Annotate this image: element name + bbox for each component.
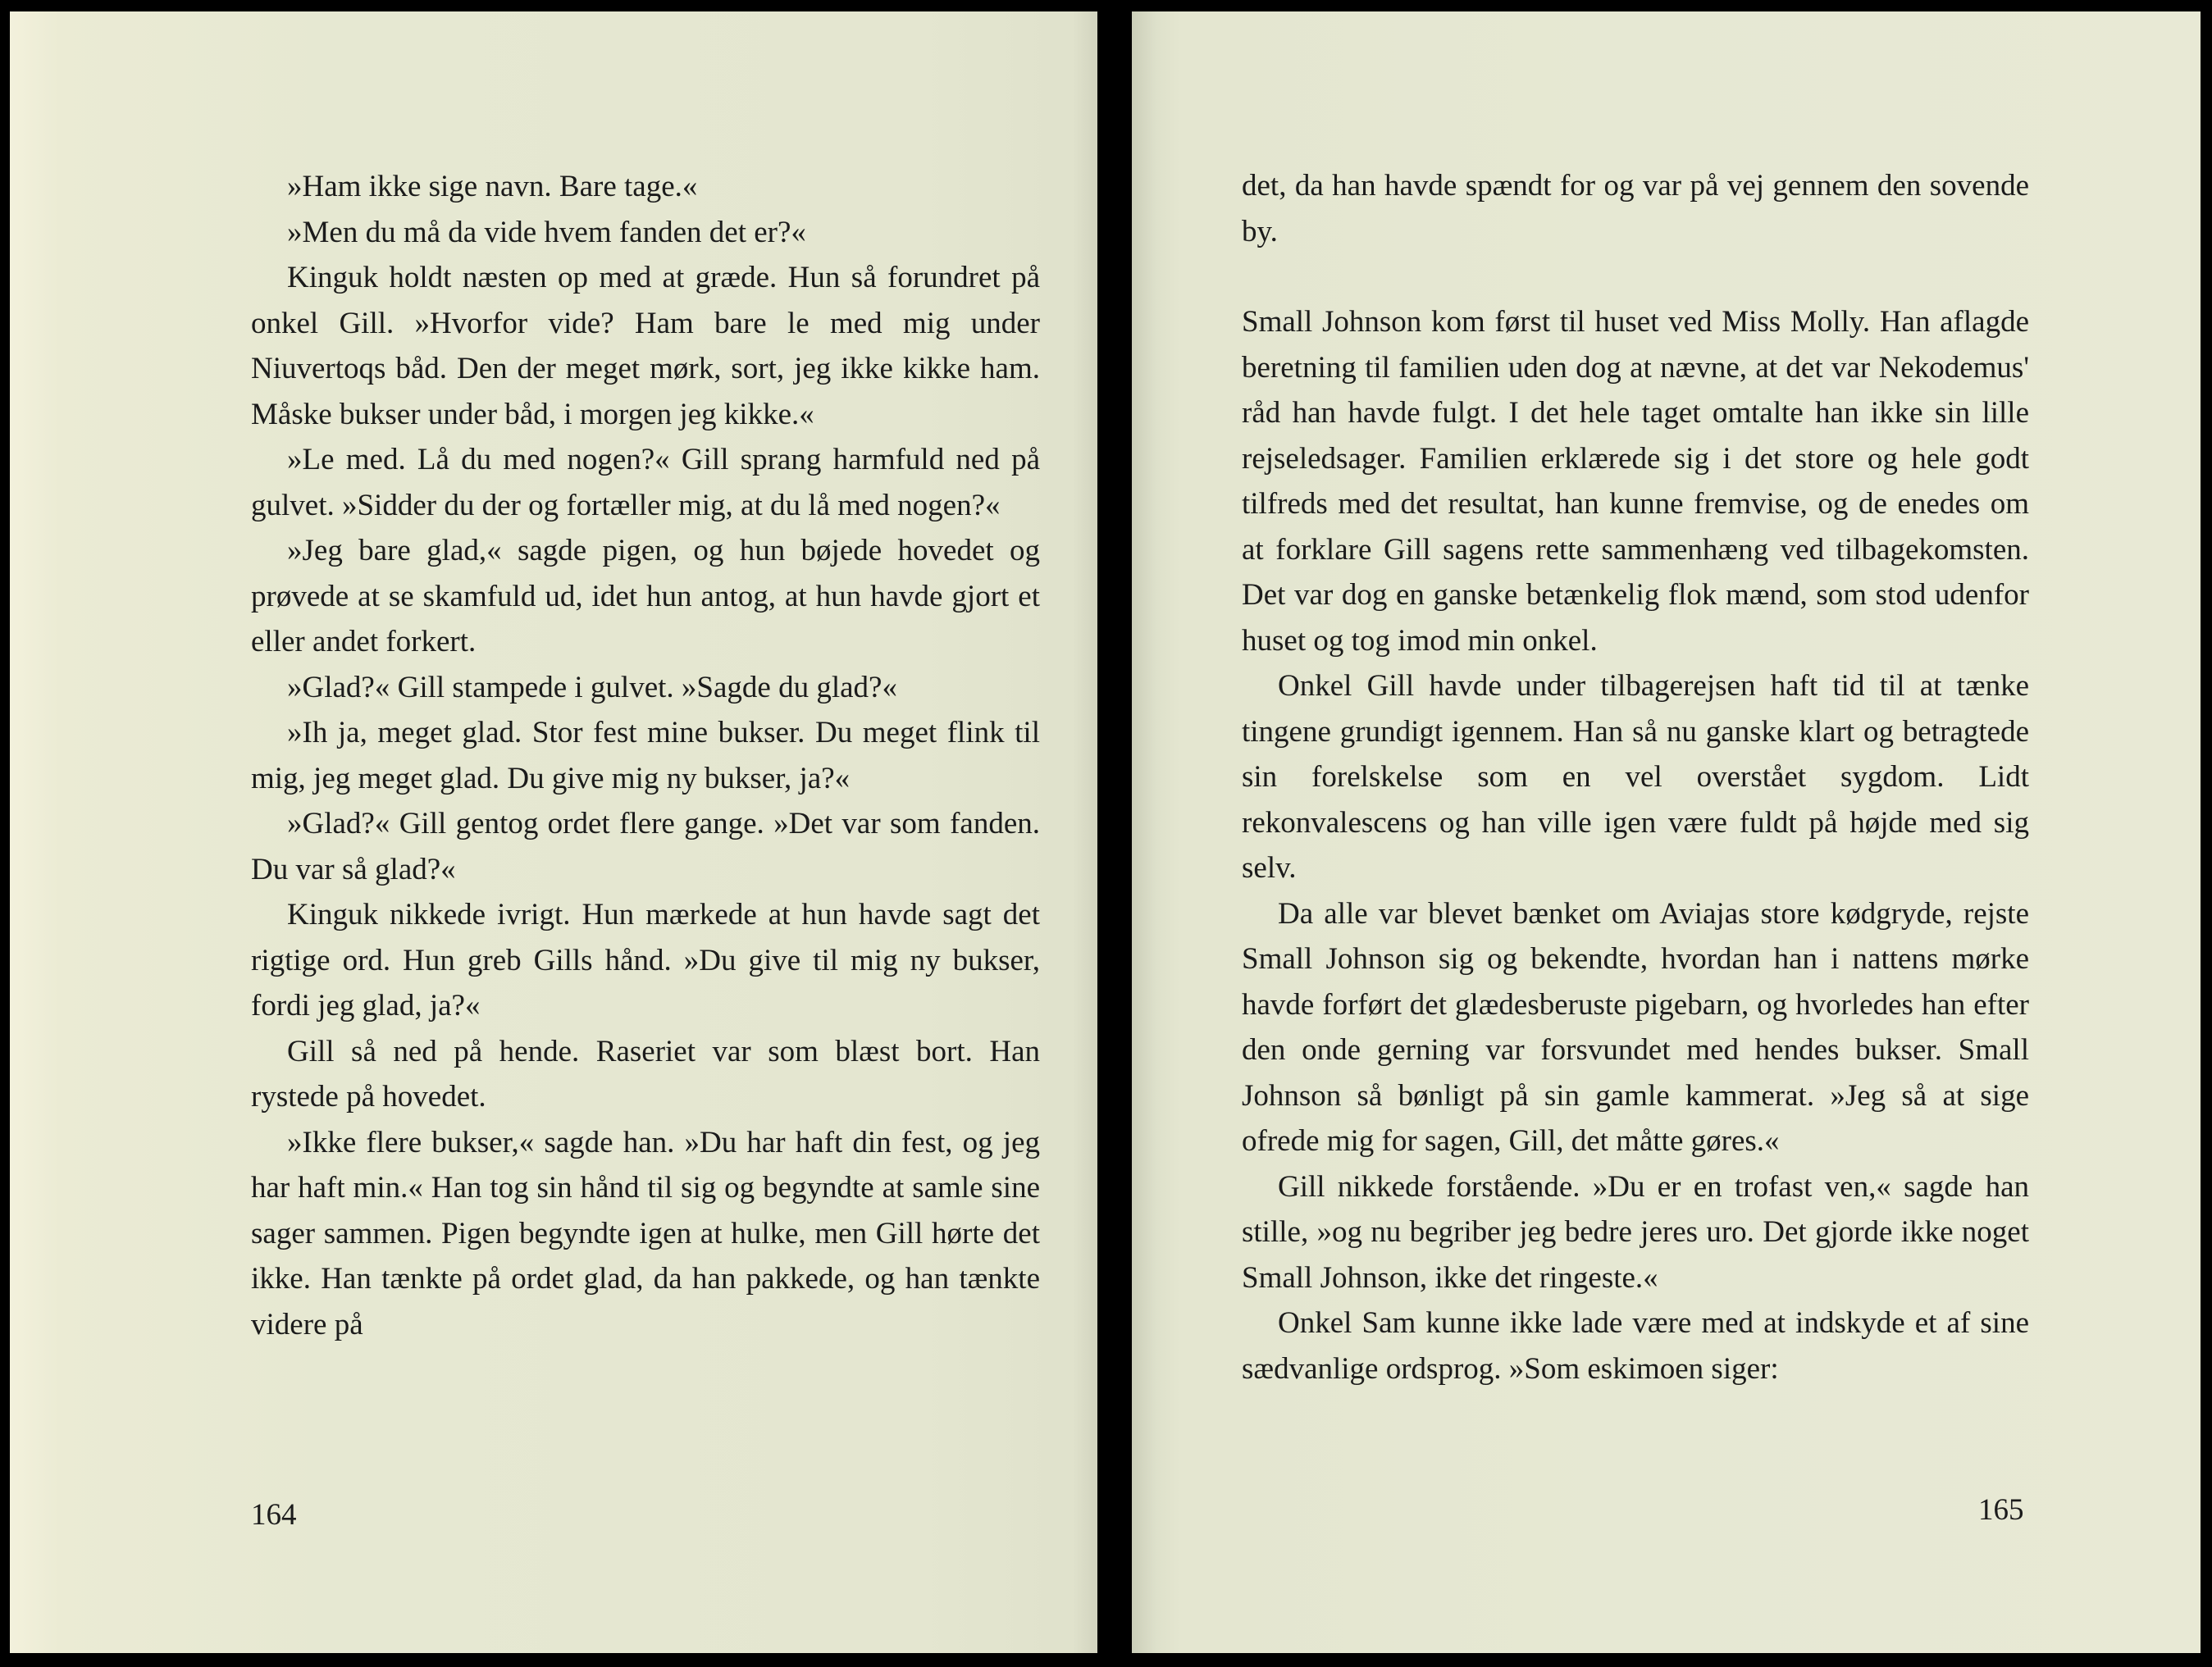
paragraph: Onkel Sam kunne ikke lade være med at indskyde et af sine sædvanlige ordsprog. »Som eskimoen siger:: [1242, 1306, 2029, 1386]
paragraph: Small Johnson kom først til huset ved Miss Molly. Han aflagde beretning til familien uden dog at nævne, at det var Nekodemus' råd han havde fulgt. I det hele taget omtalte han ikke sin lille rejseledsager. Familien erklærede sig i det store og hele godt tilfreds med det resultat, han kunne fremvise, og de enedes om at forklare Gill sagens rette sammenhæng ved tilbagekomsten. Det var dog en ganske betænkelig flok mænd, som stod udenfor huset og tog imod min onkel.: [1242, 305, 2029, 658]
page-number: 165: [1978, 1493, 2024, 1527]
left-page: [10, 11, 1097, 1653]
page-number: 164: [251, 1498, 297, 1532]
paragraph: Kinguk nikkede ivrigt. Hun mærkede at hun havde sagt det rigtige ord. Hun greb Gills hånd. »Du give til mig ny bukser, fordi jeg glad, ja?«: [251, 898, 1040, 1023]
left-page-text: [251, 164, 1040, 1347]
paragraph: »Men du må da vide hvem fanden det er?«: [287, 215, 806, 249]
paragraph: »Ham ikke sige navn. Bare tage.«: [287, 170, 698, 203]
paragraph: »Glad?« Gill gentog ordet flere gange. »Det var som fanden. Du var så glad?«: [251, 807, 1040, 886]
paragraph: »Jeg bare glad,« sagde pigen, og hun bøjede hovedet og prøvede at se skamfuld ud, idet hun antog, at hun havde gjort et eller andet forkert.: [251, 534, 1040, 658]
gutter-shadow: [1073, 11, 1097, 1653]
paragraph: Onkel Gill havde under tilbagerejsen haft tid til at tænke tingene grundigt igennem. Han så nu ganske klart og betragtede sin forelskelse som en vel overstået sygdom. Lidt rekonvalescens og han ville igen være fuldt på højde med sig selv.: [1242, 669, 2029, 885]
right-page-text: [1242, 163, 2029, 1391]
paragraph: »Ikke flere bukser,« sagde han. »Du har haft din fest, og jeg har haft min.« Han tog sin hånd til sig og begyndte at samle sine sager sammen. Pigen begyndte igen at hulke, men Gill hørte det ikke. Han tænkte på ordet glad, da han pakkede, og han tænkte videre på: [251, 1125, 1040, 1341]
paragraph: »Ih ja, meget glad. Stor fest mine bukser. Du meget flink til mig, jeg meget glad. Du give mig ny bukser, ja?«: [251, 716, 1040, 795]
paragraph: »Glad?« Gill stampede i gulvet. »Sagde du glad?«: [287, 670, 897, 704]
paragraph: Gill så ned på hende. Raseriet var som blæst bort. Han rystede på hovedet.: [251, 1034, 1040, 1114]
paragraph: Gill nikkede forstående. »Du er en trofast ven,« sagde han stille, »og nu begriber jeg bedre jeres uro. Det gjorde ikke noget Small Johnson, ikke det ringeste.«: [1242, 1169, 2029, 1295]
paragraph: det, da han havde spændt for og var på vej gennem den sovende by.: [1242, 169, 2029, 248]
paragraph: Da alle var blevet bænket om Aviajas store kødgryde, rejste Small Johnson sig og bekendte, hvordan han i nattens mørke havde forført det glædesberuste pigebarn, og hvorledes han efter den onde gerning var forsvundet med hendes bukser. Small Johnson så bønligt på sin gamle kammerat. »Jeg så at sige ofrede mig for sagen, Gill, det måtte gøres.«: [1242, 896, 2029, 1158]
paragraph: »Le med. Lå du med nogen?« Gill sprang harmfuld ned på gulvet. »Sidder du der og fortæller mig, at du lå med nogen?«: [251, 443, 1040, 522]
paragraph: Kinguk holdt næsten op med at græde. Hun så forundret på onkel Gill. »Hvorfor vide? Ham bare le med mig under Niuvertoqs båd. Den der meget mørk, sort, jeg ikke kikke ham. Måske bukser under båd, i morgen jeg kikke.«: [251, 261, 1040, 431]
gutter-shadow: [1132, 11, 1156, 1653]
right-page: [1132, 11, 2201, 1653]
